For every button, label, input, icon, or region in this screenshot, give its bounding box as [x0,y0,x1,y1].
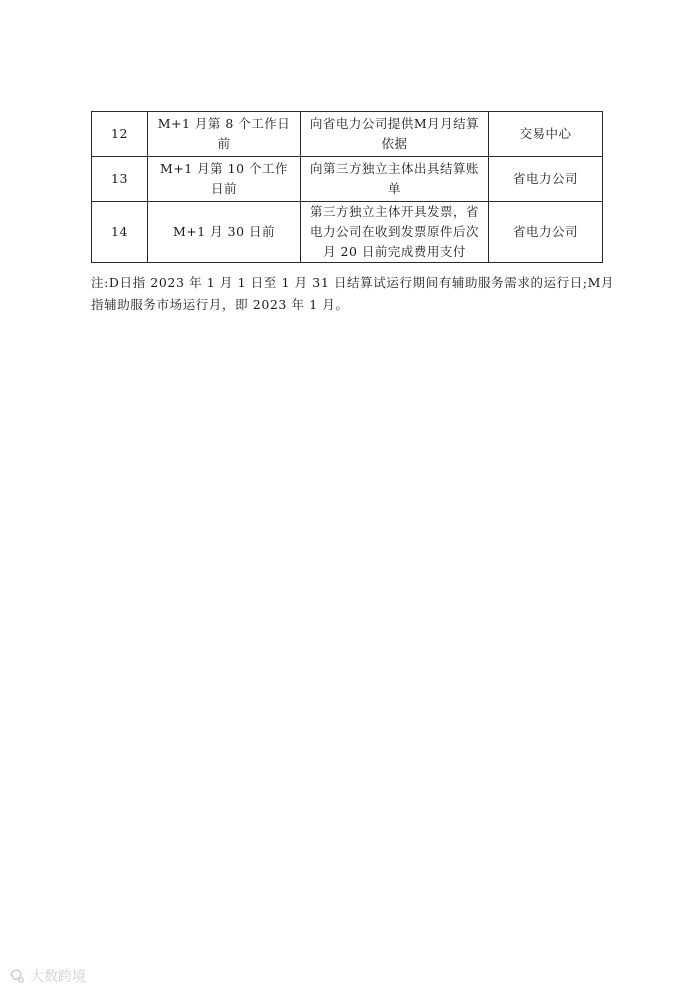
row-task: 向第三方独立主体出具结算账单 [301,157,489,202]
row-responsible-party: 省电力公司 [489,157,603,202]
row-number: 14 [92,202,148,263]
watermark-text: 大数跨境 [30,969,86,985]
table-footnote: 注:D日指 2023 年 1 月 1 日至 1 月 31 日结算试运行期间有辅助服务需求的运行日;M月指辅助服务市场运行月，即 2023 年 1 月。 [91,275,615,312]
watermark [8,966,86,986]
row-task: 向省电力公司提供M月月结算依据 [301,112,489,157]
row-deadline: M+1 月第 8 个工作日前 [148,112,301,157]
table-row [92,202,603,263]
table-row [92,157,603,202]
table-row [92,112,603,157]
row-responsible-party: 交易中心 [489,112,603,157]
row-number: 12 [92,112,148,157]
row-deadline: M+1 月 30 日前 [148,202,301,263]
watermark-logo-icon [8,967,26,985]
settlement-schedule-table [91,111,603,263]
row-deadline: M+1 月第 10 个工作日前 [148,157,301,202]
row-responsible-party: 省电力公司 [489,202,603,263]
row-task: 第三方独立主体开具发票，省电力公司在收到发票原件后次月 20 日前完成费用支付 [301,202,489,263]
row-number: 13 [92,157,148,202]
